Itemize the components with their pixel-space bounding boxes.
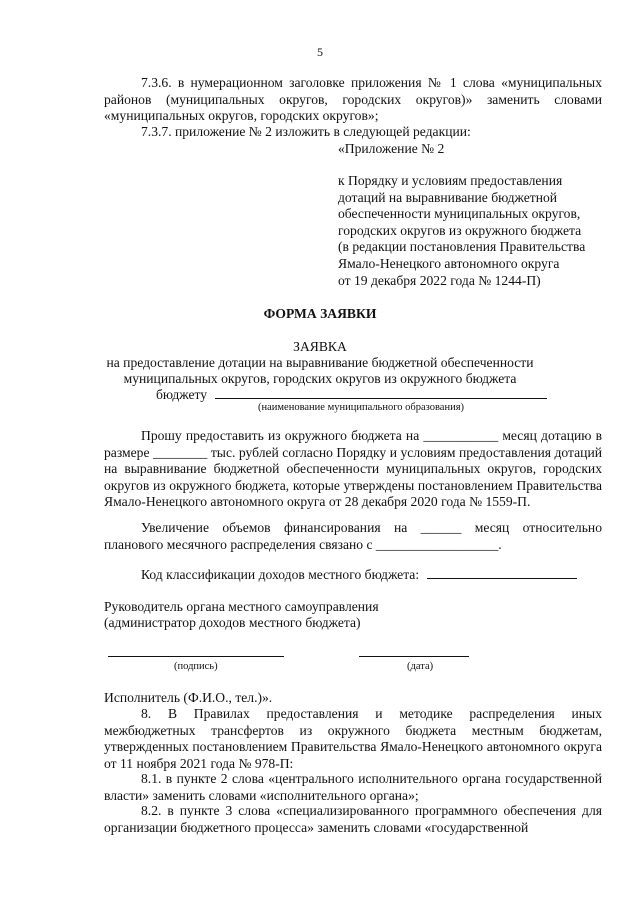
code-line [141, 567, 577, 584]
appendix-line: городских округов из окружного бюджета [338, 222, 582, 238]
municipality-name-field[interactable] [215, 387, 547, 399]
executor-line: Исполнитель (Ф.И.О., тел.)». [104, 690, 273, 705]
head-line-2: (администратор доходов местного бюджета) [104, 615, 361, 630]
signature-caption: (подпись) [174, 661, 218, 672]
appendix-line: к Порядку и условиям предоставления [338, 173, 563, 188]
appendix-line: Ямало-Ненецкого автономного округа [338, 255, 560, 271]
appendix-line: дотаций на выравнивание бюджетной [338, 189, 558, 205]
date-caption: (дата) [407, 661, 434, 672]
paragraph-8-2: 8.2. в пункте 3 слова «специализированного программного обеспечения для организации бюджетного процесса» заменить словами «государственной [104, 803, 602, 835]
application-subtitle-2: муниципальных округов, городских округов из окружного бюджета [123, 371, 517, 386]
application-title: ЗАЯВКА [293, 339, 347, 354]
budget-label: бюджету [156, 387, 208, 402]
paragraph-8-1: 8.1. в пункте 2 слова «центрального исполнительного органа государственной власти» заменить словами «исполнительного органа»; [104, 771, 602, 803]
paragraph-7-3-7: 7.3.7. приложение № 2 изложить в следующей редакции: [141, 124, 471, 139]
application-subtitle-1: на предоставление дотации на выравнивание бюджетной обеспеченности [106, 355, 534, 370]
paragraph-7-3-6: 7.3.6. в нумерационном заголовке приложения № 1 слова «муниципальных районов (муниципальных округов, городских округов)» заменить словами «муниципальных округов, городских округов»; [104, 75, 602, 124]
appendix-line: обеспеченности муниципальных округов, [338, 206, 581, 222]
code-field[interactable] [427, 567, 577, 579]
appendix-line: от 19 декабря 2022 года № 1244-П) [338, 272, 541, 288]
appendix-note [338, 173, 608, 289]
head-line-1: Руководитель органа местного самоуправления [104, 599, 379, 614]
page-number: 5 [317, 45, 323, 59]
code-label: Код классификации доходов местного бюджета: [141, 567, 420, 582]
municipality-caption: (наименование муниципального образования) [258, 402, 465, 413]
request-paragraph: Прошу предоставить из окружного бюджета на ___________ месяц дотацию в размере ________ тыс. рублей согласно Порядку и условиям предоставления дотаций на выравнивание бюджетной обеспеченности муниципальных округов, городских округов из окружного бюджета, которые утверждены постановлением Правительства Ямало-Ненецкого автономного округа от 28 декабря 2020 года № 1559-П. [104, 428, 602, 510]
date-line[interactable] [359, 656, 469, 657]
form-title: ФОРМА ЗАЯВКИ [263, 306, 377, 321]
appendix-line: (в редакции постановления Правительства [338, 239, 586, 255]
appendix-title: «Приложение № 2 [338, 141, 445, 156]
increase-paragraph: Увеличение объемов финансирования на ______ месяц относительно планового месячного распределения связано с __________________. [104, 520, 602, 552]
signature-line[interactable] [108, 656, 284, 657]
paragraph-8: 8. В Правилах предоставления и методике распределения иных межбюджетных трансфертов из окружного бюджета местным бюджетам, утвержденных постановлением Правительства Ямало-Ненецкого автономного округа от 11 ноября 2021 года № 978-П: [104, 706, 602, 771]
